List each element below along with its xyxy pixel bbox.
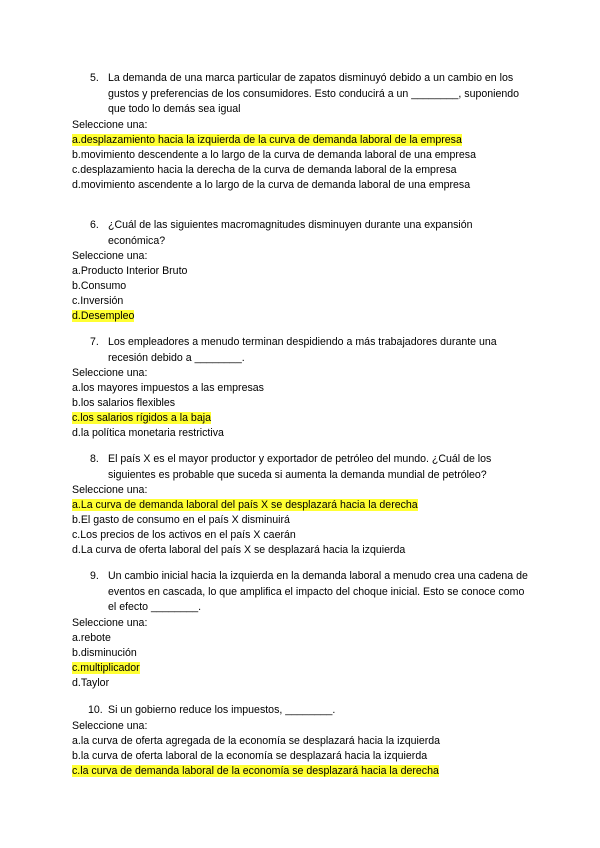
question-text: Los empleadores a menudo terminan despidiendo a más trabajadores durante una recesión debido a ________. [108,336,497,364]
option-text: b.El gasto de consumo en el país X disminuirá [72,514,290,526]
option-c[interactable] [72,163,532,178]
option-text: c.los salarios rígidos a la baja [72,412,211,424]
question-number: 7. [90,336,99,348]
option-text: d.La curva de oferta laboral del país X se desplazará hacia la izquierda [72,544,406,556]
option-text: a.los mayores impuestos a las empresas [72,382,264,394]
option-text: b.movimiento descendente a lo largo de la curva de demanda laboral de una empresa [72,148,476,161]
question-stem [72,335,532,366]
question-text: ¿Cuál de las siguientes macromagnitudes disminuyen durante una expansión económica? [108,219,473,247]
option-text: c.multiplicador [72,661,140,674]
option-b[interactable] [72,749,532,764]
option-d[interactable] [72,309,532,324]
question-9 [72,569,532,691]
question-6 [72,218,532,324]
option-c[interactable] [72,661,532,676]
option-text: b.Consumo [72,280,127,292]
question-stem [72,71,532,118]
select-label: Seleccione una: [72,367,148,379]
option-text: c.la curva de demanda laboral de la economía se desplazará hacia la derecha [72,764,439,777]
option-d[interactable] [72,426,532,441]
option-text: d.la política monetaria restrictiva [72,427,224,439]
question-text: Si un gobierno reduce los impuestos, ________. [108,704,336,716]
option-c[interactable] [72,528,532,543]
option-text: b.los salarios flexibles [72,397,176,409]
question-7 [72,335,532,441]
question-stem [72,703,532,719]
option-b[interactable] [72,148,532,163]
select-label: Seleccione una: [72,616,148,629]
question-8 [72,452,532,558]
option-text: a.Producto Interior Bruto [72,265,188,277]
option-text: c.Inversión [72,295,124,307]
option-text: a.La curva de demanda laboral del país X se desplazará hacia la derecha [72,499,418,511]
option-a[interactable] [72,498,532,513]
option-text: a.desplazamiento hacia la izquierda de la curva de demanda laboral de la empresa [72,133,462,146]
question-stem [72,452,532,483]
option-c[interactable] [72,764,532,779]
select-label: Seleccione una: [72,719,148,732]
option-text: b.la curva de oferta laboral de la economía se desplazará hacia la izquierda [72,749,428,762]
question-text: La demanda de una marca particular de zapatos disminuyó debido a un cambio en los gustos y preferencias de los consumidores. Esto conducirá a un ________, suponiendo que todo lo demás sea igual [108,72,520,115]
question-text: Un cambio inicial hacia la izquierda en la demanda laboral a menudo crea una cadena de eventos en cascada, lo que amplifica el impacto del choque inicial. Esto se conoce como el efecto ________. [108,570,528,613]
option-text: b.disminución [72,646,137,659]
question-number: 6. [90,219,99,231]
option-c[interactable] [72,294,532,309]
option-text: d.movimiento ascendente a lo largo de la curva de demanda laboral de una empresa [72,178,471,191]
question-text: El país X es el mayor productor y exportador de petróleo del mundo. ¿Cuál de los siguientes es probable que suceda si aumenta la demanda mundial de petróleo? [108,453,492,481]
question-stem [72,569,532,616]
option-text: d.Taylor [72,676,110,689]
question-5 [72,71,532,193]
option-text: a.la curva de oferta agregada de la economía se desplazará hacia la izquierda [72,734,441,747]
question-number: 10. [88,704,103,716]
option-a[interactable] [72,734,532,749]
option-b[interactable] [72,279,532,294]
option-text: c.desplazamiento hacia la derecha de la curva de demanda laboral de la empresa [72,163,457,176]
option-a[interactable] [72,264,532,279]
option-b[interactable] [72,513,532,528]
question-number: 9. [90,570,99,582]
select-label: Seleccione una: [72,250,148,262]
option-b[interactable] [72,396,532,411]
question-10 [72,703,532,779]
option-text: d.Desempleo [72,310,135,322]
select-label: Seleccione una: [72,118,148,131]
option-c[interactable] [72,411,532,426]
option-text: c.Los precios de los activos en el país X caerán [72,529,296,541]
question-number: 5. [90,72,99,84]
option-a[interactable] [72,133,532,148]
option-d[interactable] [72,178,532,193]
question-number: 8. [90,453,99,465]
option-a[interactable] [72,631,532,646]
select-label: Seleccione una: [72,484,148,496]
option-d[interactable] [72,543,532,558]
option-a[interactable] [72,381,532,396]
question-stem [72,218,532,249]
option-d[interactable] [72,676,532,691]
option-b[interactable] [72,646,532,661]
option-text: a.rebote [72,631,111,644]
